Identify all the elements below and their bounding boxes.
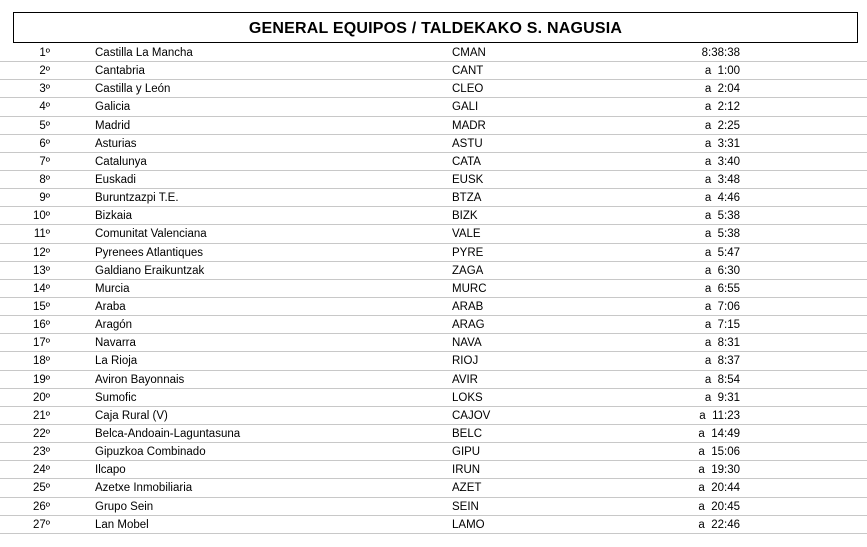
table-row [0, 443, 867, 461]
team-code-cell: BELC [452, 427, 483, 440]
table-row [0, 425, 867, 443]
time-gap-cell: a 2:04 [704, 83, 740, 96]
team-code-cell: CAJOV [452, 409, 491, 422]
position-cell: 14º [33, 282, 50, 295]
position-cell: 17º [33, 337, 50, 350]
team-code-cell: CLEO [452, 83, 484, 96]
team-code-cell: ARAB [452, 300, 484, 313]
team-code-cell: CMAN [452, 47, 486, 59]
time-gap-cell: a 8:31 [704, 337, 740, 350]
table-row [0, 262, 867, 280]
time-gap-cell: a 4:46 [704, 192, 740, 205]
team-code-cell: CATA [452, 155, 481, 168]
time-gap-cell: a 2:25 [704, 119, 740, 132]
time-gap-cell: a 15:06 [698, 446, 740, 459]
team-name-cell: Cantabria [95, 65, 145, 78]
team-name-cell: Comunitat Valenciana [95, 228, 207, 241]
position-cell: 7º [39, 155, 50, 168]
time-gap-cell: a 14:49 [698, 427, 740, 440]
table-row [0, 298, 867, 316]
team-name-cell: Euskadi [95, 173, 136, 186]
team-code-cell: NAVA [452, 337, 482, 350]
table-row [0, 516, 867, 534]
team-code-cell: ARAG [452, 319, 485, 332]
table-row [0, 498, 867, 516]
table-row [0, 153, 867, 171]
team-code-cell: ZAGA [452, 264, 484, 277]
team-code-cell: LAMO [452, 518, 485, 531]
position-cell: 15º [33, 300, 50, 313]
position-cell: 13º [33, 264, 50, 277]
team-name-cell: Bizkaia [95, 210, 133, 223]
position-cell: 21º [33, 409, 50, 422]
team-name-cell: Asturias [95, 137, 137, 150]
time-gap-cell: a 3:40 [704, 155, 740, 168]
team-code-cell: EUSK [452, 173, 484, 186]
team-code-cell: ASTU [452, 137, 483, 150]
team-name-cell: Aviron Bayonnais [95, 373, 185, 386]
time-gap-cell: a 1:00 [704, 65, 740, 78]
table-row [0, 280, 867, 298]
table-row [0, 352, 867, 370]
team-name-cell: Aragón [95, 319, 133, 332]
team-name-cell: Belca-Andoain-Laguntasuna [95, 427, 241, 440]
table-row [0, 244, 867, 262]
table-row [0, 80, 867, 98]
team-code-cell: VALE [452, 228, 481, 241]
page-title: GENERAL EQUIPOS / TALDEKAKO S. NAGUSIA [248, 19, 623, 37]
team-name-cell: Grupo Sein [95, 500, 154, 513]
table-row [0, 407, 867, 425]
time-gap-cell: a 6:55 [704, 282, 740, 295]
table-row [0, 207, 867, 225]
standings-table [0, 44, 867, 534]
team-name-cell: Castilla y León [95, 83, 171, 96]
position-cell: 26º [33, 500, 50, 513]
position-cell: 18º [33, 355, 50, 368]
position-cell: 6º [39, 137, 50, 150]
team-name-cell: Pyrenees Atlantiques [95, 246, 204, 259]
team-code-cell: BIZK [452, 210, 478, 223]
team-code-cell: CANT [452, 65, 484, 78]
team-name-cell: Galdiano Eraikuntzak [95, 264, 205, 277]
time-gap-cell: a 5:38 [704, 210, 740, 223]
time-gap-cell: a 19:30 [698, 464, 740, 477]
team-name-cell: Buruntzazpi T.E. [95, 192, 179, 205]
team-code-cell: LOKS [452, 391, 483, 404]
team-name-cell: Lan Mobel [95, 518, 149, 531]
time-gap-cell: a 11:23 [699, 409, 740, 422]
table-row [0, 189, 867, 207]
team-name-cell: Ilcapo [95, 464, 126, 477]
position-cell: 23º [33, 446, 50, 459]
table-row [0, 44, 867, 62]
position-cell: 16º [33, 319, 50, 332]
table-row [0, 316, 867, 334]
team-name-cell: Madrid [95, 119, 131, 132]
time-gap-cell: a 20:44 [698, 482, 740, 495]
table-row [0, 171, 867, 189]
position-cell: 4º [39, 101, 50, 114]
team-code-cell: MURC [452, 282, 487, 295]
position-cell: 27º [33, 518, 50, 531]
time-gap-cell: a 8:37 [704, 355, 740, 368]
team-name-cell: Catalunya [95, 155, 147, 168]
position-cell: 24º [33, 464, 50, 477]
team-name-cell: Caja Rural (V) [95, 409, 168, 422]
table-row [0, 225, 867, 243]
table-row [0, 98, 867, 116]
team-code-cell: PYRE [452, 246, 484, 259]
team-code-cell: GIPU [452, 446, 481, 459]
table-row [0, 389, 867, 407]
time-gap-cell: a 3:48 [704, 173, 740, 186]
table-row [0, 117, 867, 135]
time-gap-cell: a 8:54 [704, 373, 740, 386]
position-cell: 12º [33, 246, 50, 259]
team-code-cell: AVIR [452, 373, 478, 386]
time-gap-cell: a 2:12 [704, 101, 740, 114]
time-gap-cell: a 5:47 [704, 246, 740, 259]
time-gap-cell: a 9:31 [704, 391, 740, 404]
position-cell: 1º [39, 47, 50, 59]
time-gap-cell: a 5:38 [704, 228, 740, 241]
team-name-cell: Sumofic [95, 391, 137, 404]
position-cell: 19º [33, 373, 50, 386]
position-cell: 10º [33, 210, 50, 223]
team-name-cell: Murcia [95, 282, 130, 295]
position-cell: 11º [33, 228, 50, 241]
time-gap-cell: a 20:45 [698, 500, 740, 513]
position-cell: 9º [39, 192, 50, 205]
table-row [0, 371, 867, 389]
team-code-cell: RIOJ [452, 355, 479, 368]
team-code-cell: BTZA [452, 192, 482, 205]
time-gap-cell: 8:38:38 [701, 47, 740, 59]
title-box [13, 12, 858, 43]
position-cell: 3º [39, 83, 50, 96]
team-code-cell: MADR [452, 119, 486, 132]
time-gap-cell: a 7:06 [704, 300, 740, 313]
position-cell: 22º [33, 427, 50, 440]
position-cell: 2º [39, 65, 50, 78]
time-gap-cell: a 3:31 [704, 137, 740, 150]
position-cell: 5º [39, 119, 50, 132]
team-name-cell: Azetxe Inmobiliaria [95, 482, 193, 495]
time-gap-cell: a 22:46 [698, 518, 740, 531]
team-name-cell: Navarra [95, 337, 136, 350]
team-code-cell: AZET [452, 482, 482, 495]
table-row [0, 479, 867, 497]
table-row [0, 461, 867, 479]
team-name-cell: Gipuzkoa Combinado [95, 446, 206, 459]
team-code-cell: SEIN [452, 500, 479, 513]
position-cell: 20º [33, 391, 50, 404]
table-row [0, 135, 867, 153]
time-gap-cell: a 7:15 [704, 319, 740, 332]
team-name-cell: La Rioja [95, 355, 138, 368]
team-code-cell: IRUN [452, 464, 481, 477]
table-row [0, 62, 867, 80]
position-cell: 8º [39, 173, 50, 186]
team-name-cell: Castilla La Mancha [95, 47, 193, 59]
team-name-cell: Galicia [95, 101, 131, 114]
team-name-cell: Araba [95, 300, 126, 313]
table-row [0, 334, 867, 352]
position-cell: 25º [33, 482, 50, 495]
time-gap-cell: a 6:30 [704, 264, 740, 277]
team-code-cell: GALI [452, 101, 479, 114]
